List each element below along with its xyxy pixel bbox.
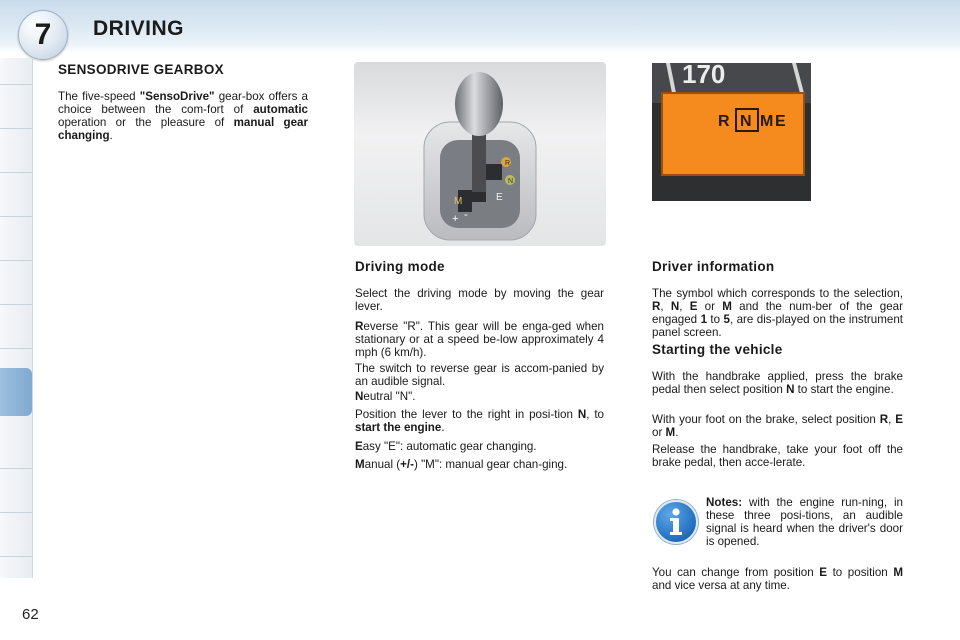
tab-divider [0,128,32,129]
gear-lever-illustration [354,62,606,246]
starting-vehicle-step3: Release the handbrake, take your foot off the brake pedal, then acce-lerate. [652,443,903,469]
gear-display-screen [662,93,804,175]
gear-label-m: M [454,196,463,207]
driving-mode-position-n: Position the lever to the right in posi-tion N, to start the engine. [355,408,604,434]
tab-divider [0,216,32,217]
gear-letter-r: R [718,113,730,130]
info-glyph [656,502,696,542]
starting-vehicle-heading: Starting the vehicle [652,342,783,357]
speedometer-reading: 170 [682,63,726,89]
driving-mode-manual: Manual (+/-) "M": manual gear chan-ging. [355,458,568,471]
gear-label-n: N [508,178,514,185]
gear-letter-e: E [775,113,786,130]
notes-text: Notes: with the engine run-ning, in these three posi-tions, an audible signal is heard when the driver's door is opened. [706,496,903,548]
change-position-text: You can change from position E to position M and vice versa at any time. [652,566,903,592]
header-strip [0,46,960,52]
sensodrive-heading: SENSODRIVE GEARBOX [58,62,224,77]
tab-divider [0,468,32,469]
info-icon [654,500,698,544]
tab-divider [0,84,32,85]
driving-mode-p1: Select the driving mode by moving the gear lever. [355,287,604,313]
chapter-number-badge: 7 [18,10,68,60]
driver-information-text: The symbol which corresponds to the selection, R, N, E or M and the num-ber of the gear engaged 1 to 5, are dis-played on the instrument panel screen. [652,287,903,339]
tab-divider [0,556,32,557]
chapter-tab-column [0,58,33,578]
tab-divider [0,172,32,173]
gear-label-r: R [505,160,511,167]
driving-mode-reverse-signal: The switch to reverse gear is accom-panied by an audible signal. [355,362,604,388]
starting-vehicle-step1: With the handbrake applied, press the brake pedal then select position N to start the engine. [652,370,903,396]
instrument-panel-image [652,63,811,201]
gear-lever-image [354,62,606,246]
tab-divider [0,348,32,349]
gear-label-plus: + [452,213,459,225]
gear-label-minus: - [464,209,468,221]
gear-label-e: E [496,192,503,203]
driving-mode-neutral: Neutral "N". [355,390,416,403]
driving-mode-reverse: Reverse "R". This gear will be enga-ged when stationary or at a speed be-low approximately 4 mph (6 km/h). [355,320,604,359]
tab-divider [0,260,32,261]
gear-letter-m: M [760,113,774,130]
starting-vehicle-step2: With your foot on the brake, select position R, E or M. [652,413,903,439]
driving-mode-heading: Driving mode [355,259,445,274]
sensodrive-intro: The five-speed "SensoDrive" gear-box offers a choice between the com-fort of automatic operation or the pleasure of manual gear changing. [58,90,308,142]
tab-divider [0,512,32,513]
driver-information-heading: Driver information [652,259,775,274]
gear-letter-n: N [740,113,752,130]
tab-divider [0,304,32,305]
chapter-title: DRIVING [93,17,185,40]
page-number: 62 [22,606,39,623]
active-chapter-tab[interactable] [0,368,32,416]
instrument-panel-illustration [652,63,811,201]
driving-mode-easy: Easy "E": automatic gear changing. [355,440,537,453]
